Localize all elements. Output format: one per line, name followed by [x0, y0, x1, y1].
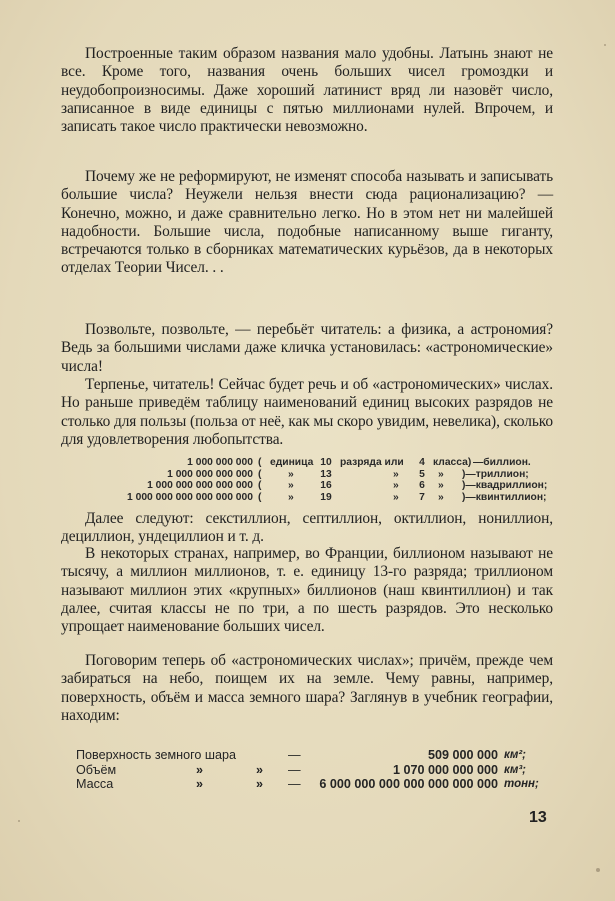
- paper-speck: [604, 44, 606, 46]
- units-mid: »: [393, 468, 399, 480]
- units-mid: разряда или: [340, 457, 404, 468]
- earth-value: 1 070 000 000 000: [392, 762, 498, 777]
- paper-speck: [596, 868, 600, 872]
- units-class: 6: [419, 480, 425, 491]
- units-number: 1 000 000 000: [187, 457, 253, 468]
- units-name: —биллион.: [473, 457, 531, 468]
- earth-ditto: »: [196, 777, 204, 791]
- earth-unit: тонн;: [504, 778, 539, 790]
- earth-ditto: »: [256, 777, 264, 791]
- units-class: 4: [419, 457, 425, 468]
- units-tail: »: [438, 468, 444, 480]
- earth-unit: км²;: [504, 749, 526, 761]
- paragraph-units-intro: Терпенье, читатель! Сейчас будет речь и об «астрономических» числах. Но раньше приведём таблицу наименований единиц высоких разрядов не столько для пользы (польза от неё, как мы скоро увидим, невелика), сколько для удовлетворения любопытства.: [61, 376, 553, 448]
- paragraph-astronomy-objection: Позвольте, позвольте, — перебьёт читатель: а физика, а астрономия? Ведь за большими числами даже кличка установилась: «астрономические» числа!: [61, 321, 553, 375]
- units-row: [48, 480, 558, 492]
- units-class: 5: [419, 468, 425, 480]
- earth-dash: —: [288, 762, 301, 777]
- units-number: 1 000 000 000 000 000: [147, 480, 253, 491]
- earth-value: 509 000 000: [427, 748, 498, 762]
- units-brace: (: [258, 480, 262, 491]
- units-brace: (: [258, 457, 262, 468]
- page-number: 13: [529, 809, 547, 826]
- units-mid: »: [393, 480, 399, 491]
- large-units-table: [48, 457, 558, 503]
- earth-figures-table: [76, 748, 556, 792]
- earth-unit: км³;: [504, 763, 526, 776]
- units-brace: (: [258, 468, 262, 480]
- paper-speck: [18, 820, 20, 822]
- units-number: 1 000 000 000 000: [167, 468, 253, 480]
- units-number: 1 000 000 000 000 000 000: [127, 491, 253, 503]
- units-rank: 19: [320, 491, 332, 503]
- units-word: »: [288, 480, 294, 491]
- paragraph-france-billion: В некоторых странах, например, во Франции, биллионом называют не тысячу, а миллион миллионов, т. е. единицу 13-го разряда; триллионом называют миллион этих «крупных» биллионов (наш квинтиллион) и так далее, считая классы не по три, а по шесть разрядов. Это несколько упрощает наименование больших чисел.: [61, 545, 553, 636]
- units-name: )—квинтиллион;: [462, 491, 547, 503]
- units-row: [48, 492, 558, 504]
- earth-dash: —: [288, 777, 301, 791]
- earth-ditto: »: [256, 762, 264, 777]
- paragraph-why-not-reform: Почему же не реформируют, не изменят способа называть и записывать большие числа? Неужели нельзя внести сюда рационализацию? — Конечно, можно, и даже сравнительно легко. Но в этом нет ни малейшей надобности. Большие числа, подобные написанному выше гиганту, встречаются только в сборниках математических курьёзов, да в некоторых отделах Теории Чисел. . .: [61, 168, 553, 277]
- units-row: [48, 457, 558, 469]
- units-rank: 10: [320, 457, 332, 468]
- earth-row: [76, 748, 556, 763]
- paragraph-latin-names: Построенные таким образом названия мало удобны. Латынь знают не все. Кроме того, названия очень больших чисел громоздки и неудобопроизносимы. Даже хороший латинист вряд ли назовёт число, записанное в виде единицы с пятью миллионами нулей. Впрочем, и записать такое число практически невозможно.: [61, 45, 553, 136]
- units-tail: »: [438, 480, 444, 491]
- units-word: единица: [270, 457, 314, 468]
- earth-label: Поверхность земного шара: [76, 748, 237, 762]
- units-row: [48, 469, 558, 481]
- units-rank: 13: [320, 468, 332, 480]
- earth-label: Масса: [76, 777, 114, 791]
- earth-row: [76, 777, 556, 792]
- earth-ditto: »: [196, 762, 204, 777]
- units-name: )—квадриллион;: [462, 480, 548, 491]
- units-mid: »: [393, 491, 399, 503]
- earth-row: [76, 763, 556, 778]
- units-class: 7: [419, 491, 425, 503]
- units-word: »: [288, 491, 294, 503]
- paragraph-further-names: Далее следуют: секстиллион, септиллион, октиллион, нониллион, дециллион, ундециллион и т. д.: [61, 510, 553, 546]
- units-tail: »: [438, 491, 444, 503]
- units-rank: 16: [320, 480, 332, 491]
- units-brace: (: [258, 491, 262, 503]
- units-name: )—триллион;: [462, 468, 529, 480]
- paragraph-earth-numbers: Поговорим теперь об «астрономических числах»; причём, прежде чем забираться на небо, поищем их на земле. Чему равны, например, поверхность, объём и масса земного шара? Заглянув в учебник географии, находим:: [61, 652, 553, 724]
- earth-dash: —: [288, 748, 301, 762]
- earth-value: 6 000 000 000 000 000 000 000: [319, 777, 498, 791]
- earth-label: Объём: [76, 762, 117, 777]
- units-tail: класса): [433, 457, 472, 468]
- units-word: »: [288, 468, 294, 480]
